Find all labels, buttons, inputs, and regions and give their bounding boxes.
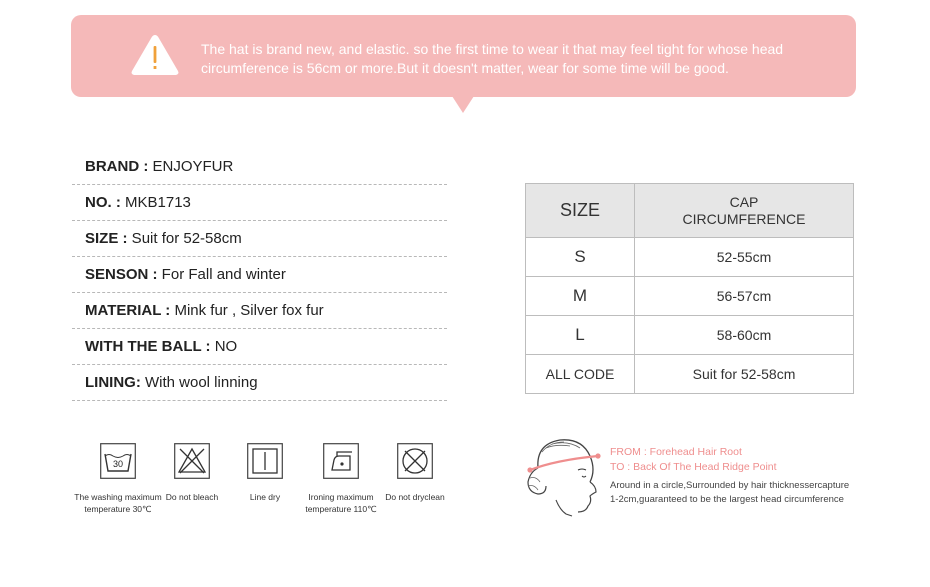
spec-brand — [72, 149, 447, 185]
spec-season — [72, 257, 447, 293]
wash-temp-number: 30 — [112, 459, 124, 469]
size-cell: S — [526, 238, 635, 277]
cap-cell: Suit for 52-58cm — [635, 355, 854, 394]
table-row — [526, 355, 854, 394]
spec-key: WITH THE BALL : — [85, 338, 211, 355]
spec-key: SENSON : — [85, 266, 158, 283]
care-no-dryclean — [370, 443, 460, 503]
line-dry-icon — [247, 443, 283, 479]
head-measure-icon — [516, 430, 608, 522]
warning-icon — [129, 32, 181, 78]
measure-description — [610, 479, 849, 507]
spec-value: ENJOYFUR — [148, 158, 234, 175]
measure-instructions — [610, 445, 849, 507]
no-bleach-icon — [174, 443, 210, 479]
header-cap-circumference — [635, 184, 854, 238]
header-size: SIZE — [526, 184, 635, 238]
size-table — [525, 183, 854, 394]
spec-material — [72, 293, 447, 329]
size-cell: M — [526, 277, 635, 316]
spec-key: SIZE : — [85, 230, 128, 247]
cap-cell: 56-57cm — [635, 277, 854, 316]
measure-from: FROM : Forehead Hair Root — [610, 446, 742, 458]
spec-value: With wool linning — [140, 374, 258, 391]
spec-size — [72, 221, 447, 257]
size-cell: L — [526, 316, 635, 355]
spec-key: LINING: — [85, 374, 141, 391]
cap-cell: 52-55cm — [635, 238, 854, 277]
ironing-icon — [323, 443, 359, 479]
table-row — [526, 277, 854, 316]
size-cell: ALL CODE — [526, 355, 635, 394]
product-spec-list — [72, 149, 447, 401]
cap-cell: 58-60cm — [635, 316, 854, 355]
spec-key: BRAND : — [85, 158, 149, 175]
spec-value: Suit for 52-58cm — [127, 230, 242, 247]
spec-value: MKB1713 — [120, 194, 191, 211]
table-row — [526, 316, 854, 355]
no-dryclean-icon — [397, 443, 433, 479]
washing-30-icon — [100, 443, 136, 479]
header-circumference: CIRCUMFERENCE — [682, 210, 806, 227]
header-cap: CAP — [729, 193, 759, 210]
spec-key: MATERIAL : — [85, 302, 171, 319]
spec-value: NO — [210, 338, 238, 355]
banner-pointer — [452, 96, 474, 113]
spec-key: NO. : — [85, 194, 121, 211]
spec-ball — [72, 329, 447, 365]
size-table-header — [526, 184, 854, 238]
spec-number — [72, 185, 447, 221]
notice-text: The hat is brand new, and elastic. so the first time to wear it that may feel tight for whose head circumference is 56cm or more.But it doesn't matter, wear for some time will be good. — [201, 41, 784, 76]
spec-value: For Fall and winter — [157, 266, 286, 283]
care-label: Do not dryclean — [385, 492, 445, 502]
spec-lining — [72, 365, 447, 401]
measure-desc-line-2: 1-2cm,guaranteed to be the largest head circumference — [610, 494, 844, 505]
care-label: Ironing maximum temperature 110℃ — [305, 492, 377, 514]
table-row — [526, 238, 854, 277]
care-label: The washing maximum temperature 30℃ — [74, 492, 162, 514]
measure-to: TO : Back Of The Head Ridge Point — [610, 461, 777, 473]
care-label: Do not bleach — [165, 492, 219, 502]
care-label: Line dry — [249, 492, 281, 502]
spec-value: Mink fur , Silver fox fur — [170, 302, 324, 319]
measure-desc-line-1: Around in a circle,Surrounded by hair thicknessercapture — [610, 480, 850, 491]
